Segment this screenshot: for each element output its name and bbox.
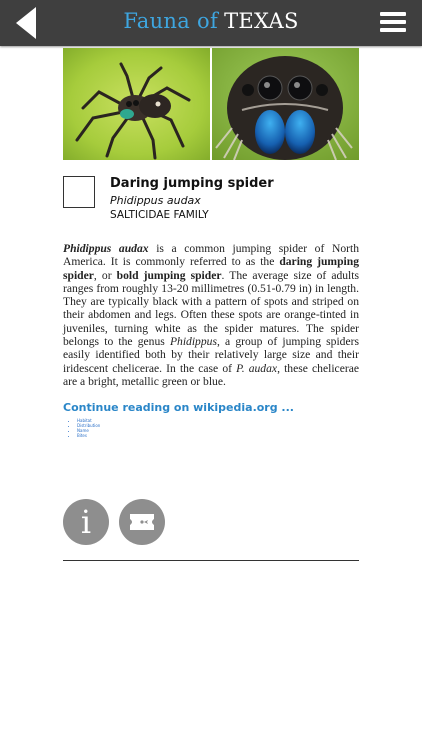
hamburger-menu-icon bbox=[380, 12, 406, 32]
desc-text: , these chelicerae are a bright, metallic green or blue. bbox=[63, 361, 360, 388]
divider-line bbox=[63, 560, 359, 561]
ticket-button[interactable] bbox=[119, 499, 165, 545]
top-navigation-bar bbox=[0, 0, 422, 46]
section-links-list bbox=[63, 418, 100, 438]
desc-bold-alt-name: bold jumping spider bbox=[116, 268, 222, 282]
species-photos bbox=[63, 48, 359, 160]
photo-spider-side[interactable] bbox=[63, 48, 210, 160]
section-link-bites[interactable]: • Bites bbox=[77, 433, 100, 438]
ticket-icon bbox=[129, 513, 155, 531]
desc-italic-species: P. audax bbox=[236, 361, 278, 375]
species-family: SALTICIDAE FAMILY bbox=[110, 209, 209, 221]
desc-text: , or bbox=[93, 268, 117, 282]
section-link-name[interactable]: • Name bbox=[77, 428, 100, 433]
section-link-habitat[interactable]: • Habitat bbox=[77, 418, 100, 423]
desc-bold-italic-name: Phidippus audax bbox=[63, 242, 149, 255]
species-scientific-name: Phidippus audax bbox=[110, 194, 201, 207]
app-title-texas: TEXAS bbox=[224, 9, 299, 33]
desc-text: , a group of jumping spiders easily identified both by their relatively large size and their iridescent chelicerae. In the case of bbox=[63, 335, 359, 375]
section-link-distribution[interactable]: • Distribution bbox=[77, 423, 100, 428]
info-button[interactable] bbox=[63, 499, 109, 545]
menu-button[interactable] bbox=[380, 12, 406, 34]
continue-reading-link[interactable]: Continue reading on wikipedia.org ... bbox=[63, 401, 294, 414]
desc-text: . The average size of adults ranges from roughly 13-20 millimetres (0.51-0.79 in) in length. They are typically black with a pattern of spots and striped on their abdomen and legs. Often these spots are orange-tinted in juveniles, turning white as the spider matures. The spider belongs to the genus bbox=[63, 268, 360, 349]
app-title bbox=[0, 9, 422, 33]
desc-bold-common-name: daring jumping spider bbox=[63, 255, 359, 282]
desc-text: is a common jumping spider of North America. It is commonly referred to as the bbox=[63, 242, 359, 269]
desc-italic-genus: Phidippus bbox=[169, 335, 217, 349]
seen-checkbox[interactable] bbox=[63, 176, 95, 208]
photo-spider-face[interactable] bbox=[212, 48, 359, 160]
species-description bbox=[63, 242, 359, 388]
info-icon: i bbox=[80, 503, 92, 541]
app-title-fauna: Fauna of bbox=[123, 9, 219, 33]
species-common-name: Daring jumping spider bbox=[110, 176, 274, 191]
